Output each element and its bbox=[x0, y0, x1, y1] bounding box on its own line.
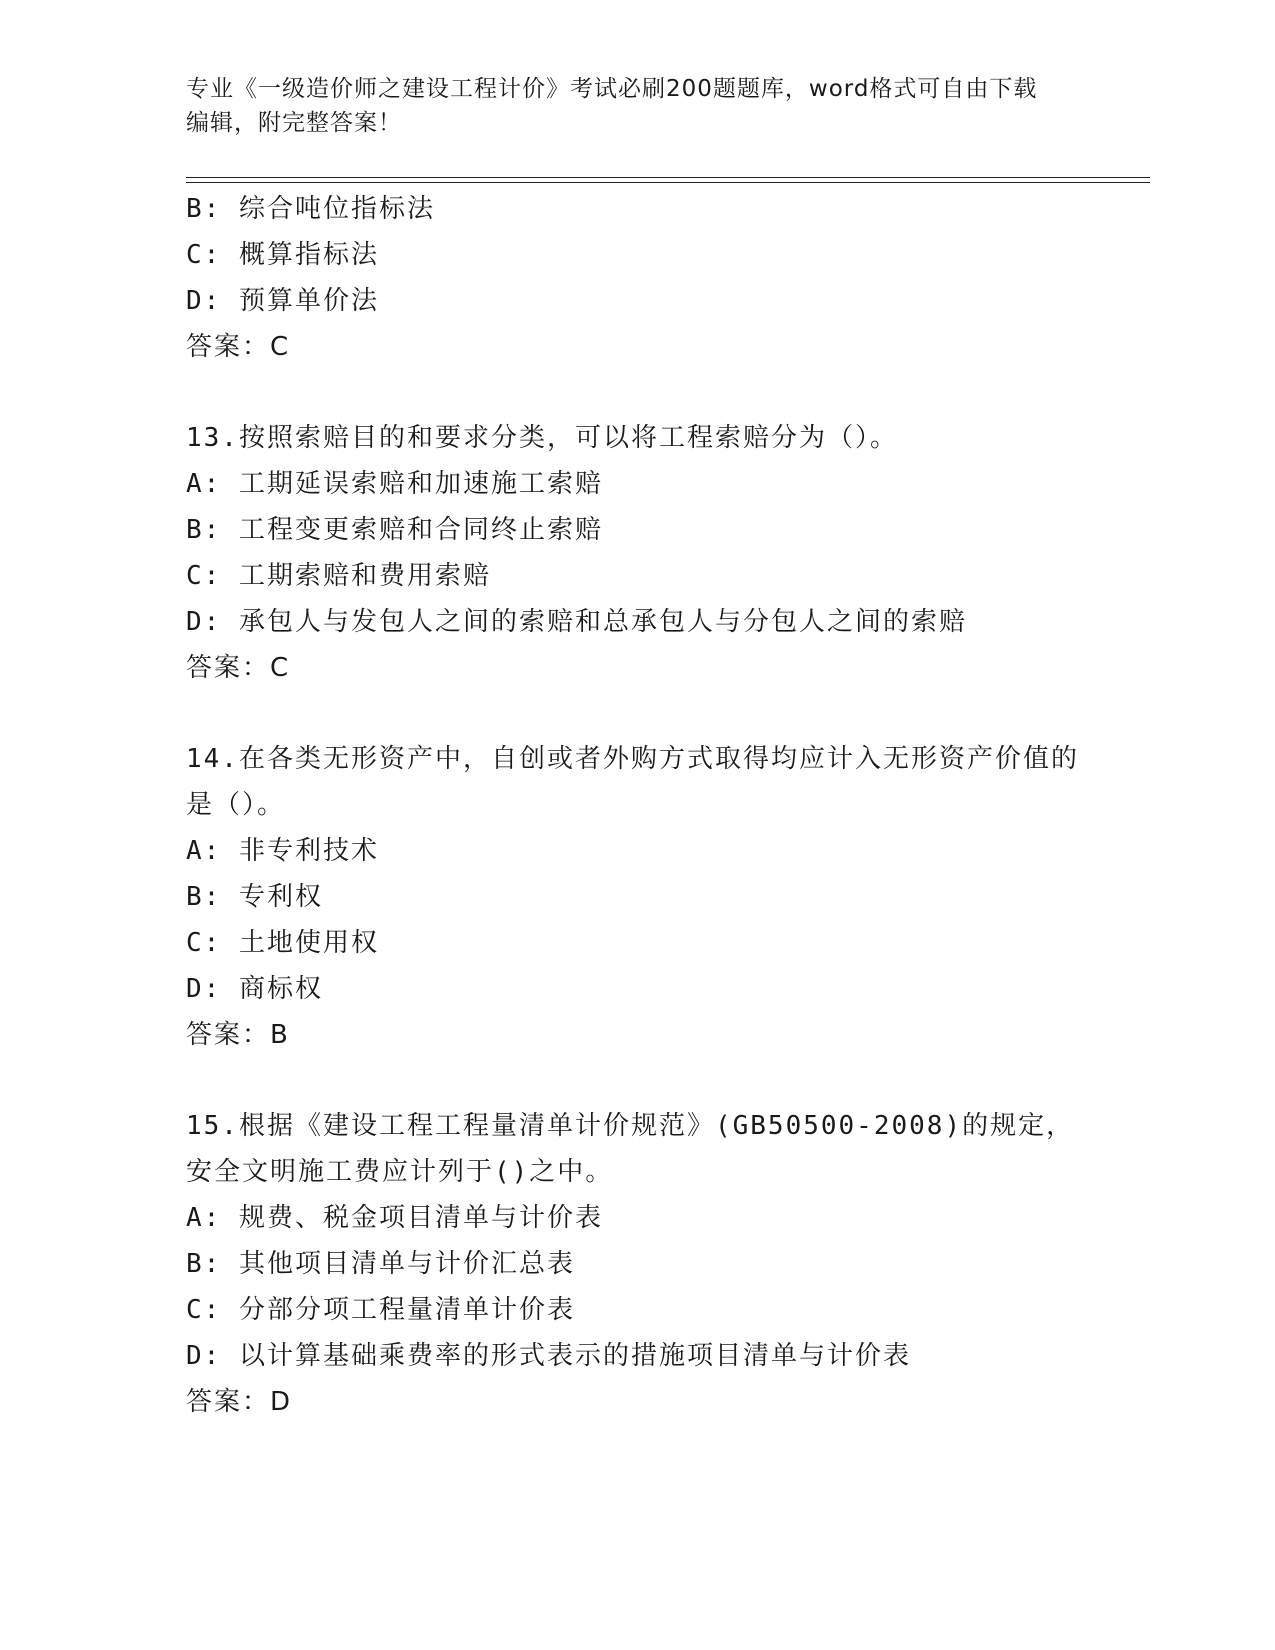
answer-line: 答案：C bbox=[186, 653, 291, 683]
option-c: C: 分部分项工程量清单计价表 bbox=[186, 1295, 575, 1325]
option-b: B: 综合吨位指标法 bbox=[186, 194, 435, 224]
spacer bbox=[186, 370, 1086, 415]
header-line-1: 专业《一级造价师之建设工程计价》考试必刷200题题库，word格式可自由下载 bbox=[186, 76, 1038, 102]
answer-line: 答案：C bbox=[186, 332, 291, 362]
option-b: B: 专利权 bbox=[186, 882, 323, 912]
option-d: D: 商标权 bbox=[186, 974, 323, 1004]
answer-line: 答案：B bbox=[186, 1020, 290, 1050]
option-a: A: 规费、税金项目清单与计价表 bbox=[186, 1203, 603, 1233]
option-c: C: 概算指标法 bbox=[186, 240, 379, 270]
header-line-2: 编辑，附完整答案！ bbox=[186, 110, 402, 136]
option-c: C: 工期索赔和费用索赔 bbox=[186, 561, 491, 591]
partial-question bbox=[186, 186, 1086, 370]
spacer bbox=[186, 691, 1086, 736]
document-header bbox=[186, 72, 1086, 140]
option-d: D: 承包人与发包人之间的索赔和总承包人与分包人之间的索赔 bbox=[186, 607, 967, 637]
option-c: C: 土地使用权 bbox=[186, 928, 379, 958]
question-stem: 13.按照索赔目的和要求分类，可以将工程索赔分为（）。 bbox=[186, 423, 898, 453]
option-b: B: 工程变更索赔和合同终止索赔 bbox=[186, 515, 603, 545]
question-list bbox=[186, 186, 1086, 1425]
option-d: D: 预算单价法 bbox=[186, 286, 379, 316]
option-a: A: 非专利技术 bbox=[186, 836, 379, 866]
question-13 bbox=[186, 415, 1086, 691]
answer-line: 答案：D bbox=[186, 1387, 293, 1417]
question-15 bbox=[186, 1103, 1086, 1425]
option-b: B: 其他项目清单与计价汇总表 bbox=[186, 1249, 575, 1279]
option-a: A: 工期延误索赔和加速施工索赔 bbox=[186, 469, 603, 499]
spacer bbox=[186, 1058, 1086, 1103]
header-divider bbox=[186, 177, 1150, 183]
question-stem: 14.在各类无形资产中，自创或者外购方式取得均应计入无形资产价值的是（）。 bbox=[186, 744, 1079, 820]
question-14 bbox=[186, 736, 1086, 1058]
option-d: D: 以计算基础乘费率的形式表示的措施项目清单与计价表 bbox=[186, 1341, 911, 1371]
question-stem: 15.根据《建设工程工程量清单计价规范》(GB50500-2008)的规定，安全文明施工费应计列于()之中。 bbox=[186, 1111, 1075, 1187]
